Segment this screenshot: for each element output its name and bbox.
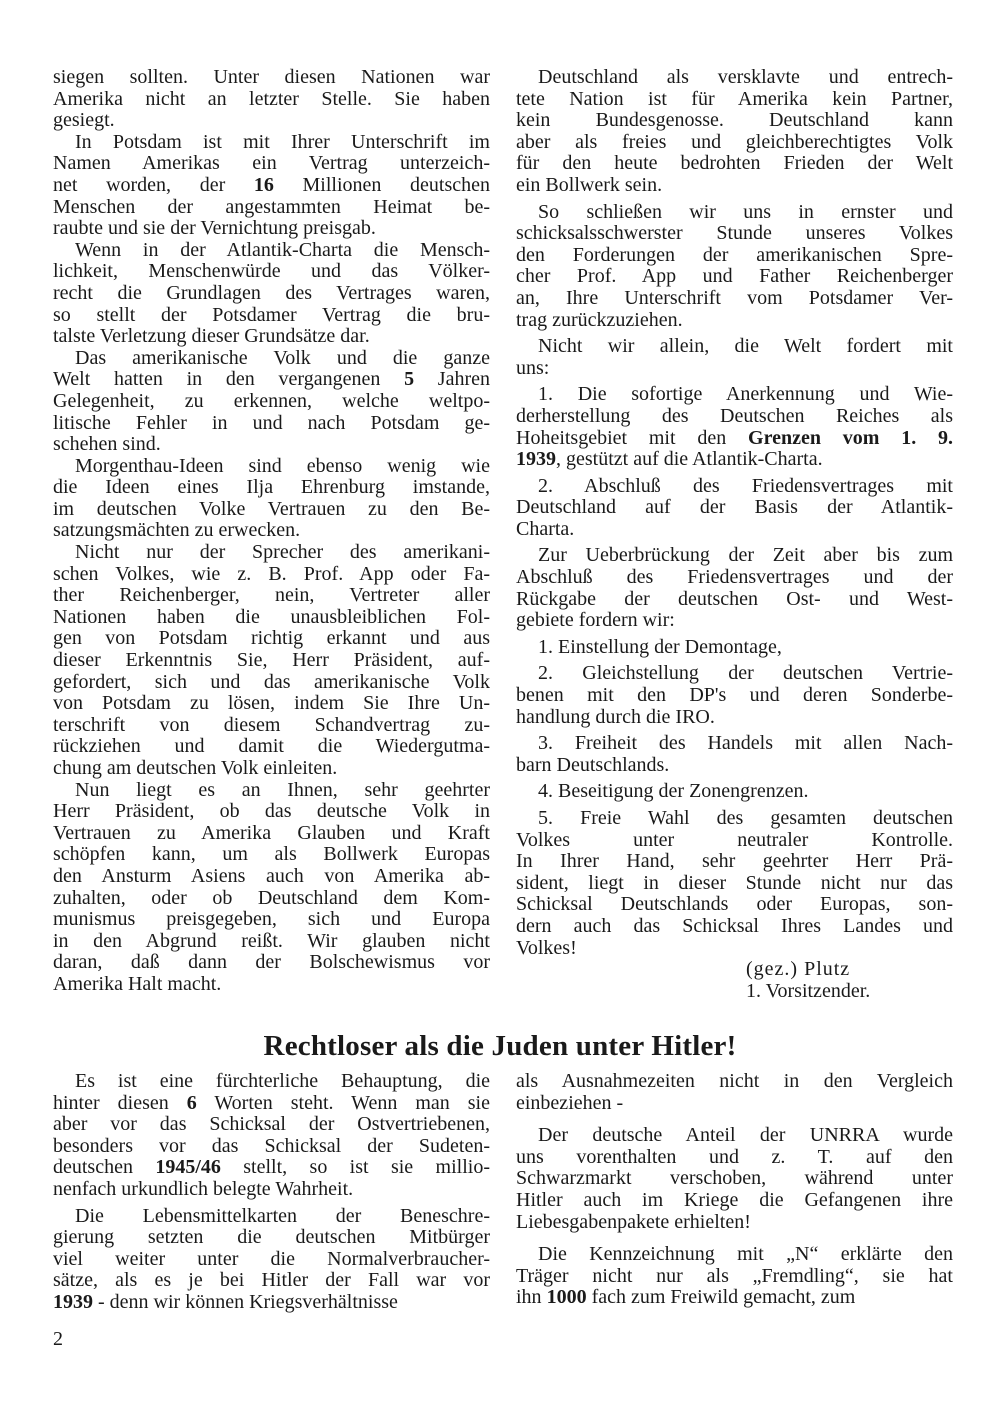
text-line: 2. Gleichstellung der deutschen Vertrie-	[538, 662, 953, 685]
text-line: Schicksal Deutschlands oder Europas, son-	[516, 893, 953, 916]
text-line: von Potsdam zu lösen, indem Sie Ihre Un-	[53, 692, 490, 715]
text-line: aber vor das Schicksal der Ostvertriebenen,	[53, 1113, 490, 1136]
text-line: talste Verletzung dieser Grundsätze dar.	[53, 325, 370, 348]
text-line: Namen Amerikas ein Vertrag unterzeich-	[53, 152, 490, 175]
paragraph	[516, 384, 953, 470]
paragraph	[53, 348, 490, 456]
text-run: hinter diesen	[53, 1091, 187, 1114]
text-line: Die Lebensmittelkarten der Beneschre-	[75, 1204, 490, 1227]
text-line: an, Ihre Unterschrift vom Potsdamer Ver-	[516, 286, 953, 309]
page-number: 2	[53, 1328, 63, 1350]
paragraph	[53, 240, 490, 348]
bold-text: 16	[253, 173, 274, 196]
text-line: gesiegt.	[53, 109, 115, 132]
paragraph	[516, 781, 953, 803]
text-line: Gelegenheit, zu erkennen, welche weltpo-	[53, 389, 490, 412]
text-line: den Forderungen der amerikanischen Spre-	[516, 243, 953, 266]
text-run: Welt hatten in den vergangenen	[53, 368, 405, 391]
text-line: Nicht nur der Sprecher des amerikani-	[75, 541, 490, 564]
text-line: aber als freies und gleichberechtigtes Volk	[516, 130, 953, 153]
text-line: barn Deutschlands.	[516, 753, 670, 776]
bold-text: 1945/46	[155, 1156, 221, 1179]
bold-text: 5	[404, 368, 415, 391]
text-line: schen Volkes, wie z. B. Prof. App oder Fa-	[53, 562, 490, 585]
text-line: schöpfen kann, um als Bollwerk Europas	[53, 843, 490, 866]
text-line: cher Prof. App und Father Reichenberger	[516, 265, 953, 288]
text-line: chung am deutschen Volk einleiten.	[53, 757, 338, 779]
paragraph	[53, 1071, 490, 1201]
paragraph	[53, 1206, 490, 1314]
text-line: nenfach urkundlich belegte Wahrheit.	[53, 1177, 354, 1200]
paragraph	[516, 733, 953, 776]
text-line	[516, 428, 953, 450]
text-line: Träger nicht nur als „Fremdling“, sie hat	[516, 1264, 953, 1287]
text-line: dieser Erkenntnis Sie, Herr Präsident, auf-	[53, 649, 490, 672]
text-line: gefordert, sich und das amerikanische Volk	[53, 670, 490, 693]
paragraph	[516, 637, 953, 659]
text-line: 2. Abschluß des Friedensvertrages mit	[538, 474, 953, 497]
text-line: ein Bollwerk sein.	[516, 173, 663, 196]
text-line: im deutschen Volke Vertrauen zu den Be-	[53, 497, 490, 520]
paragraph	[516, 1244, 953, 1309]
text-line: schicksalsschwerster Stunde unseres Volkes	[516, 222, 953, 245]
text-line: Charta.	[516, 517, 575, 540]
text-line: Menschen der angestammten Heimat be-	[53, 195, 490, 218]
text-line: schehen sind.	[53, 433, 161, 456]
bold-text: 1000	[546, 1286, 587, 1309]
text-line: In Ihrer Hand, sehr geehrter Herr Prä-	[516, 850, 953, 873]
text-line: So schließen wir uns in ernster und	[538, 200, 953, 223]
text-line: zuhalten, oder ob Deutschland dem Kom-	[53, 886, 490, 909]
text-run: Worten steht. Wenn man sie	[196, 1091, 490, 1114]
text-line: In Potsdam ist mit Ihrer Unterschrift im	[75, 130, 490, 153]
text-line: handlung durch die IRO.	[516, 705, 715, 728]
text-line: 1. Einstellung der Demontage,	[538, 635, 782, 658]
text-line: als Ausnahmezeiten nicht in den Vergleich	[516, 1070, 953, 1092]
text-line: gebiete fordern wir:	[516, 609, 675, 632]
text-line: den Ansturm Asiens auch von Amerika ab-	[53, 864, 490, 887]
text-line: viel weiter unter die Normalverbraucher-	[53, 1247, 490, 1270]
paragraph	[516, 67, 953, 197]
text-run: deutschen	[53, 1156, 156, 1179]
text-line	[53, 1157, 490, 1179]
paragraph	[516, 1125, 953, 1233]
text-line: Das amerikanische Volk und die ganze	[75, 346, 490, 369]
text-line: trag zurückzuziehen.	[516, 308, 683, 331]
text-run: Hoheitsgebiet mit den	[516, 426, 749, 449]
text-line: Deutschland als versklavte und entrech-	[538, 66, 953, 88]
text-run: Millionen deutschen	[273, 173, 491, 196]
text-line: in den Abgrund reißt. Wir glauben nicht	[53, 929, 490, 952]
text-line: Hitler auch im Kriege die Gefangenen ihre	[516, 1188, 953, 1211]
lower-right-column	[516, 1071, 953, 1309]
text-run: net worden, der	[53, 173, 254, 196]
text-line: daran, daß dann der Bolschewismus vor	[53, 951, 490, 974]
text-run: ihn	[516, 1286, 547, 1309]
text-line: Volkes unter neutraler Kontrolle.	[516, 828, 953, 851]
text-line: Amerika Halt macht.	[53, 972, 222, 995]
text-line: sätze, als es je bei Hitler der Fall war vor	[53, 1269, 490, 1292]
text-line: Nationen haben die unausbleiblichen Fol-	[53, 605, 490, 628]
text-line: so stellt der Potsdamer Vertrag die bru-	[53, 303, 490, 326]
text-line: Morgenthau-Ideen sind ebenso wenig wie	[75, 454, 490, 477]
text-line: einbeziehen -	[516, 1091, 624, 1114]
text-line: terschrift von diesem Schandvertrag zu-	[53, 713, 490, 736]
text-line: Rückgabe der deutschen Ost- und West-	[516, 587, 953, 610]
bold-text: 1939	[516, 448, 556, 471]
text-line: Wenn in der Atlantik-Charta die Mensch-	[75, 238, 490, 261]
upper-right-column	[516, 67, 953, 1002]
paragraph	[53, 780, 490, 996]
text-line: gen von Potsdam richtig erkannt und aus	[53, 627, 490, 650]
text-run: Jahren	[414, 368, 490, 391]
text-line: Schwarzmarkt verschoben, während unter	[516, 1167, 953, 1190]
text-line: 3. Freiheit des Handels mit allen Nach-	[538, 732, 953, 755]
paragraph	[516, 663, 953, 728]
text-line: Liebesgabenpakete erhielten!	[516, 1210, 751, 1233]
paragraph	[53, 542, 490, 780]
paragraph	[516, 336, 953, 379]
paragraph	[53, 67, 490, 132]
bold-text: Grenzen vom 1. 9.	[748, 426, 954, 449]
paragraph	[516, 545, 953, 631]
text-line: Herr Präsident, ob das deutsche Volk in	[53, 800, 490, 823]
text-line: Der deutsche Anteil der UNRRA wurde	[538, 1124, 953, 1147]
text-line	[53, 1093, 490, 1115]
paragraph	[516, 808, 953, 959]
text-line: ther Reichenberger, nein, Vertreter aller	[53, 584, 490, 607]
text-line: Nun liegt es an Ihnen, sehr geehrter	[75, 778, 490, 801]
text-line	[516, 449, 953, 471]
text-line: Vertrauen zu Amerika Glauben und Kraft	[53, 821, 490, 844]
text-line: Zur Ueberbrückung der Zeit aber bis zum	[538, 544, 953, 567]
text-line: litische Fehler in und nach Potsdam ge-	[53, 411, 490, 434]
text-line: sident, liegt in dieser Stunde nicht nur das	[516, 871, 953, 894]
text-line: Abschluß des Friedensvertrages und der	[516, 566, 953, 589]
text-line: lichkeit, Menschenwürde und das Völker-	[53, 260, 490, 283]
text-line: gierung setzten die deutschen Mitbürger	[53, 1226, 490, 1249]
paragraph	[516, 476, 953, 541]
text-line: uns vorenthalten und z. T. auf den	[516, 1145, 953, 1168]
text-line: dern auch das Schicksal Ihres Landes und	[516, 914, 953, 937]
text-line: Nicht wir allein, die Welt fordert mit	[538, 335, 953, 358]
text-line: munismus preisgegeben, sich und Europa	[53, 908, 490, 931]
text-line: Deutschland auf der Basis der Atlantik-	[516, 496, 953, 519]
text-run: fach zum Freiwild gemacht, zum	[586, 1286, 856, 1309]
text-run: , gestützt auf die Atlantik-Charta.	[556, 448, 823, 471]
text-line: 4. Beseitigung der Zonengrenzen.	[538, 780, 809, 803]
text-line: derherstellung des Deutschen Reiches als	[516, 404, 953, 427]
text-line	[516, 1287, 953, 1309]
text-line: tete Nation ist für Amerika kein Partner,	[516, 87, 953, 110]
text-line	[53, 175, 490, 197]
text-line: siegen sollten. Unter diesen Nationen war	[53, 66, 490, 88]
text-line: die Ideen eines Ilja Ehrenburg imstande,	[53, 476, 490, 499]
text-line: uns:	[516, 356, 550, 379]
signature-name: (gez.) Plutz	[746, 958, 851, 981]
text-line: 1. Die sofortige Anerkennung und Wie-	[538, 383, 953, 406]
paragraph	[53, 132, 490, 240]
article-title: Rechtloser als die Juden unter Hitler!	[263, 1030, 737, 1062]
text-line: Es ist eine fürchterliche Behauptung, die	[75, 1070, 490, 1092]
text-line: 5. Freie Wahl des gesamten deutschen	[538, 807, 953, 829]
text-run: - denn wir können Kriegsverhältnisse	[93, 1290, 398, 1313]
bold-text: 6	[186, 1091, 197, 1114]
text-line: besonders vor das Schicksal der Sudeten-	[53, 1134, 490, 1157]
text-line: recht die Grundlagen des Vertrages waren,	[53, 281, 490, 304]
text-line: satzungsmächten zu erwecken.	[53, 519, 301, 542]
paragraph	[516, 1071, 953, 1114]
text-line: kein Bundesgenosse. Deutschland kann	[516, 109, 953, 132]
text-line: Amerika nicht an letzter Stelle. Sie haben	[53, 87, 490, 110]
text-run: stellt, so ist sie millio-	[220, 1156, 490, 1179]
text-line: raubte und sie der Vernichtung preisgab.	[53, 217, 376, 240]
lower-left-column	[53, 1071, 490, 1314]
paragraph	[516, 202, 953, 332]
bold-text: 1939	[53, 1290, 93, 1313]
text-line: Die Kennzeichnung mit „N“ erklärte den	[538, 1243, 953, 1266]
text-line	[53, 369, 490, 391]
paragraph	[53, 456, 490, 542]
signature-role: 1. Vorsitzender.	[746, 979, 871, 1002]
text-line	[53, 1292, 490, 1314]
text-line: rückziehen und damit die Wiedergutma-	[53, 735, 490, 758]
text-line: für den heute bedrohten Frieden der Welt	[516, 152, 953, 175]
text-line: benen mit den DP's und deren Sonderbe-	[516, 684, 953, 707]
text-line: Volkes!	[516, 936, 577, 959]
upper-left-column	[53, 67, 490, 996]
